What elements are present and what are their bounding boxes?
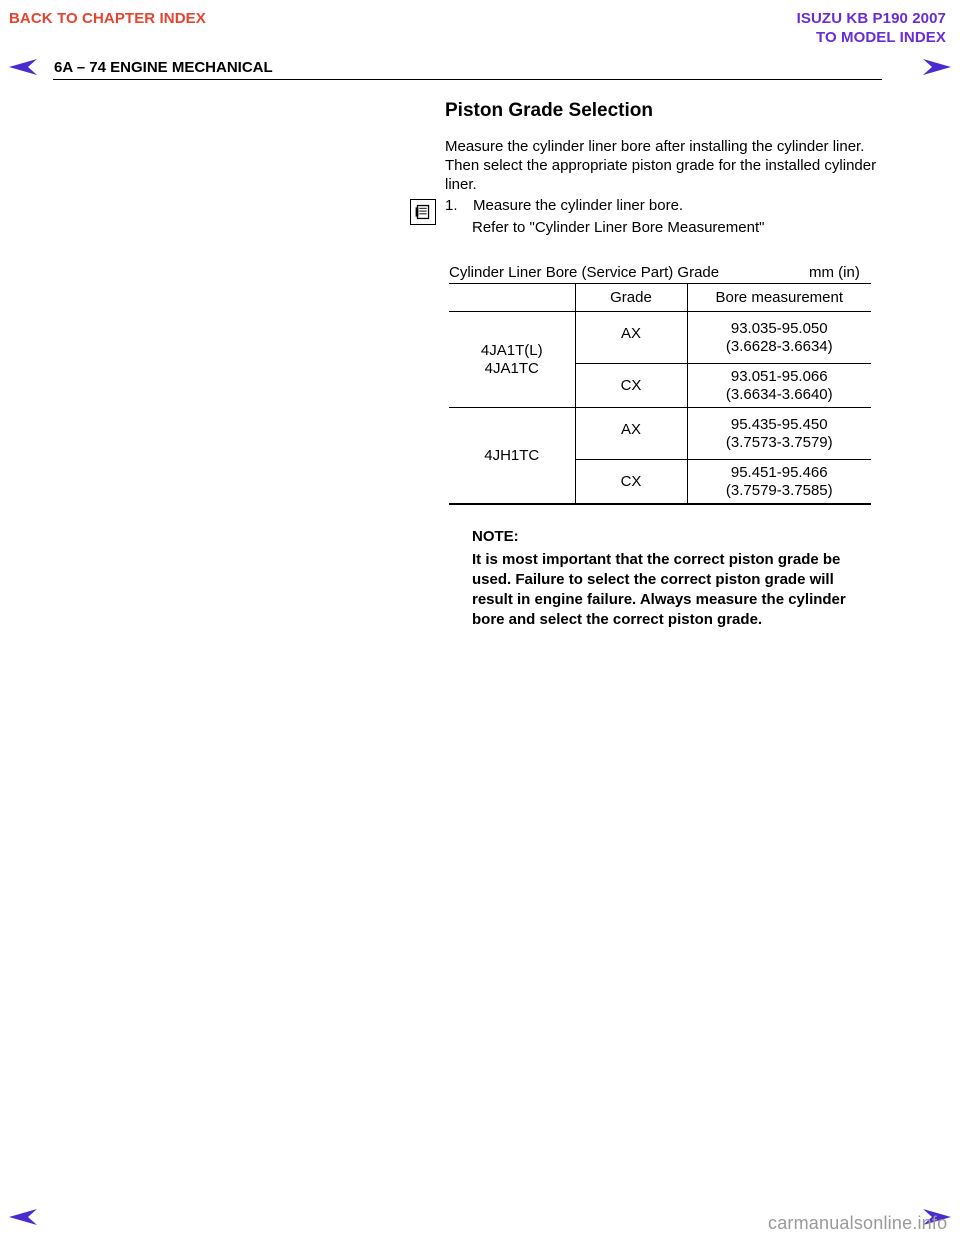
service-manual-icon	[410, 199, 436, 225]
header-divider	[53, 79, 882, 80]
bore-cell	[687, 312, 871, 364]
bore-in: (3.7579-3.7585)	[725, 481, 833, 499]
back-to-chapter-index-link[interactable]: BACK TO CHAPTER INDEX	[9, 10, 206, 27]
step-1-reference: Refer to "Cylinder Liner Bore Measurement"	[472, 219, 765, 236]
engine-cell	[449, 312, 575, 408]
table-caption: Cylinder Liner Bore (Service Part) Grade	[449, 264, 720, 281]
arrow-right-icon[interactable]	[922, 58, 952, 76]
arrow-left-icon[interactable]	[8, 1208, 38, 1226]
piston-grade-table	[449, 283, 871, 505]
table-row	[449, 312, 871, 364]
column-header-grade: Grade	[575, 284, 687, 312]
bore-cell	[687, 364, 871, 408]
bore-mm: 93.051-95.066	[730, 367, 828, 385]
grade-cell: AX	[575, 312, 687, 364]
bore-mm: 93.035-95.050	[730, 319, 828, 337]
table-unit: mm (in)	[809, 264, 860, 281]
engine-model: 4JA1T(L)	[480, 341, 543, 359]
bore-in: (3.6634-3.6640)	[725, 385, 833, 403]
bore-in: (3.7573-3.7579)	[725, 433, 833, 451]
table-row	[449, 408, 871, 460]
arrow-left-icon[interactable]	[8, 58, 38, 76]
section-title: Piston Grade Selection	[445, 100, 653, 121]
grade-cell: AX	[575, 408, 687, 460]
step-text: Measure the cylinder liner bore.	[473, 197, 684, 214]
engine-model: 4JA1TC	[484, 359, 539, 377]
step-number: 1.	[445, 197, 458, 214]
column-header-bore: Bore measurement	[687, 284, 871, 312]
table-header-row	[449, 284, 871, 312]
engine-model: 4JH1TC	[484, 446, 540, 464]
to-model-index-link[interactable]: TO MODEL INDEX	[815, 29, 946, 46]
grade-cell: CX	[575, 364, 687, 408]
watermark: carmanualsonline.info	[768, 1213, 948, 1233]
step-1	[445, 197, 683, 214]
bore-in: (3.6628-3.6634)	[725, 337, 833, 355]
page-header-title: 6A – 74 ENGINE MECHANICAL	[54, 59, 273, 76]
grade-cell: CX	[575, 460, 687, 505]
engine-cell	[449, 408, 575, 505]
bore-cell	[687, 460, 871, 505]
note-text: It is most important that the correct piston grade be used. Failure to select the correct piston grade will result in engine failure. Always measure the cylinder bore and select the correct piston grade.	[472, 551, 846, 628]
note-title: NOTE:	[472, 528, 519, 545]
intro-paragraph: Measure the cylinder liner bore after installing the cylinder liner. Then select the appropriate piston grade for the installed cylinder liner.	[445, 138, 877, 193]
model-title-link[interactable]: ISUZU KB P190 2007	[796, 10, 946, 27]
column-header-engine	[449, 284, 575, 312]
bore-mm: 95.435-95.450	[730, 415, 828, 433]
bore-mm: 95.451-95.466	[730, 463, 828, 481]
bore-cell	[687, 408, 871, 460]
